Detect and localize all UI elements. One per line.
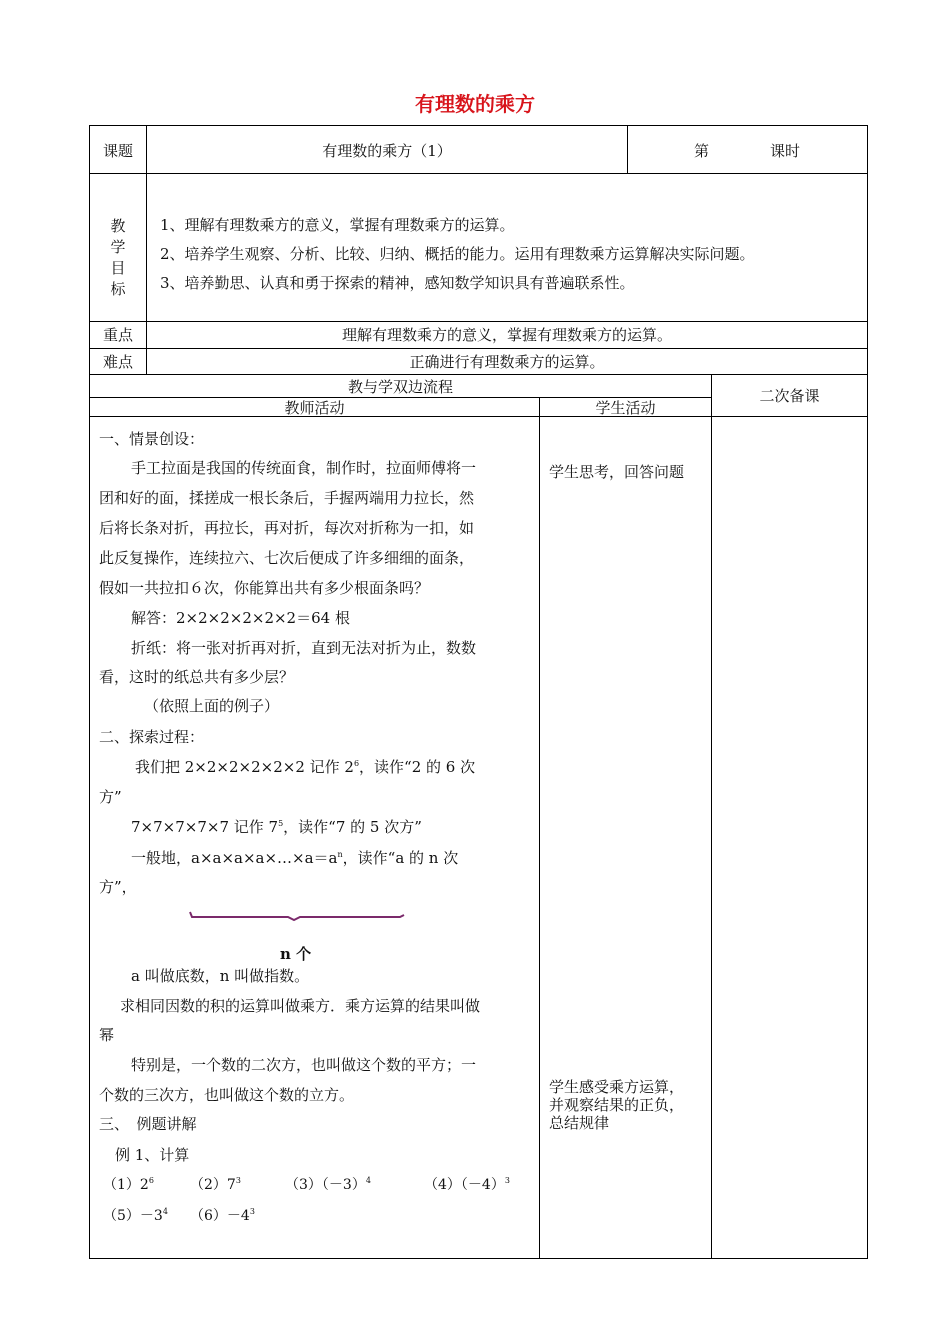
paragraph-line: 假如一共拉扣６次，你能算出共有多少根面条吗？ <box>99 579 430 597</box>
example-item: $(3)(-3)^4$ <box>285 1176 371 1193</box>
example-item: $(1)2^6$ <box>103 1176 154 1193</box>
paragraph-line: 方” <box>99 788 122 806</box>
student-response: 学生思考，回答问题 <box>549 463 685 481</box>
exponent-example-1: 我们把 2×2×2×2×2×2 记作 $2^6$，读作“2 的 6 次 <box>135 758 476 776</box>
paragraph-line: 方”， <box>99 878 137 896</box>
second-prep-heading: 二次备课 <box>759 387 820 405</box>
paragraph-line: 折纸：将一张对折再对折，直到无法对折为止，数数 <box>131 639 477 657</box>
teacher-column-heading: 教师活动 <box>284 399 345 417</box>
exponent-example-2: 7×7×7×7×7 记作 $7^5$，读作“7 的 5 次方” <box>131 818 422 836</box>
paragraph-line: 看，这时的纸总共有多少层？ <box>99 668 295 686</box>
objective-item: 1、理解有理数乘方的意义，掌握有理数乘方的运算。 <box>160 216 515 234</box>
paragraph-line: a 叫做底数，n 叫做指数。 <box>131 967 310 985</box>
process-heading: 教与学双边流程 <box>347 378 453 396</box>
example-item: $(2)7^3$ <box>190 1176 241 1193</box>
key-point-label: 重点 <box>102 326 133 344</box>
example-item: $(6)-4^3$ <box>190 1207 255 1224</box>
paragraph-line: 手工拉面是我国的传统面食，制作时，拉面师傅将一 <box>131 459 477 477</box>
difficulty-label: 难点 <box>102 353 133 371</box>
underbrace-icon <box>188 908 408 926</box>
topic-label: 课题 <box>102 142 133 160</box>
example-item: $(4)(-4)^3$ <box>424 1176 510 1193</box>
paragraph-line: 特别是，一个数的二次方，也叫做这个数的平方；一 <box>131 1056 477 1074</box>
objective-item: 2、培养学生观察、分析、比较、归纳、概括的能力。运用有理数乘方运算解决实际问题。 <box>160 245 755 263</box>
example-title: 例 1、计算 <box>115 1146 190 1164</box>
student-column-heading: 学生活动 <box>595 399 656 417</box>
difficulty-value: 正确进行有理数乘方的运算。 <box>409 353 605 371</box>
paragraph-line: 求相同因数的积的运算叫做乘方．乘方运算的结果叫做 <box>120 997 481 1015</box>
section-title: 三、 例题讲解 <box>99 1115 197 1133</box>
n-factors-label: n 个 <box>280 945 312 963</box>
objective-item: 3、培养勤思、认真和勇于探索的精神，感知数学知识具有普遍联系性。 <box>160 274 635 292</box>
paragraph-line: 后将长条对折，再拉长，再对折，每次对折称为一扣，如 <box>99 519 475 537</box>
example-item: $(5)-3^4$ <box>103 1207 168 1224</box>
paragraph-line: 个数的三次方，也叫做这个数的立方。 <box>99 1086 355 1104</box>
period-prefix: 第 <box>694 142 710 160</box>
section-title: 一、情景创设： <box>99 430 205 448</box>
section-title: 二、探索过程： <box>99 728 205 746</box>
general-definition: 一般地，$a\times a\times a\times a\times\dots\times a=a^n$，读作“a 的 n 次 <box>131 849 459 867</box>
paragraph-line: 此反复操作，连续拉六、七次后便成了许多细细的面条， <box>99 549 475 567</box>
answer-line: 解答：2×2×2×2×2×2＝64 根 <box>131 609 350 627</box>
paragraph-line: 幂 <box>99 1026 115 1044</box>
key-point-value: 理解有理数乘方的意义，掌握有理数乘方的运算。 <box>341 326 672 344</box>
topic-value: 有理数的乘方（1） <box>322 142 452 160</box>
student-response: 学生感受乘方运算， 并观察结果的正负， 总结规律 <box>549 1078 685 1132</box>
objectives-label: 教 学 目 标 <box>110 217 126 298</box>
period-suffix: 课时 <box>770 142 801 160</box>
paragraph-line: 团和好的面，揉搓成一根长条后，手握两端用力拉长，然 <box>99 489 475 507</box>
paragraph-line: （依照上面的例子） <box>144 697 280 715</box>
document-title: 有理数的乘方 <box>415 92 535 116</box>
